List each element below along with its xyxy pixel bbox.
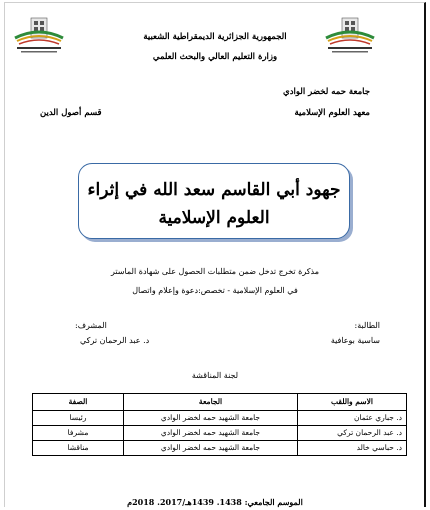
column-header-name: الاسم واللقب bbox=[298, 394, 407, 411]
university-name: جامعة حمه لخضر الوادي bbox=[283, 87, 370, 97]
table-header-row bbox=[33, 394, 407, 411]
member-role: مشرفا bbox=[33, 426, 124, 441]
committee-title: لجنة المناقشة bbox=[191, 371, 239, 380]
republic-heading: الجمهورية الجزائرية الديمقراطية الشعبية bbox=[143, 32, 287, 42]
thesis-title-line-2: العلوم الإسلامية bbox=[158, 208, 270, 228]
supervisor-name: د. عبد الرحمان تركي bbox=[80, 336, 150, 345]
member-name: د. حباسي خالد bbox=[298, 441, 407, 456]
student-name: ساسية بوعافية bbox=[330, 336, 380, 345]
member-university: جامعة الشهيد حمه لخضر الوادي bbox=[124, 441, 298, 456]
department-name: قسم أصول الدين bbox=[40, 108, 102, 118]
institute-name: معهد العلوم الإسلامية bbox=[294, 108, 370, 118]
table-row bbox=[33, 441, 407, 456]
academic-year: الموسم الجامعي: 1438. 1439هـ/2017. 2018م bbox=[127, 497, 303, 507]
member-university: جامعة الشهيد حمه لخضر الوادي bbox=[124, 411, 298, 426]
table-row bbox=[33, 426, 407, 441]
thesis-title-line-1: جهود أبي القاسم سعد الله في إثراء bbox=[87, 180, 341, 200]
memo-description-line-2: في العلوم الإسلامية - تخصص:دعوة وإعلام واتصال bbox=[132, 286, 298, 295]
ministry-heading: وزارة التعليم العالي والبحث العلمي bbox=[152, 52, 278, 62]
committee-table bbox=[32, 393, 407, 456]
member-role: رئيسا bbox=[33, 411, 124, 426]
member-name: د. عبد الرحمان تركي bbox=[298, 426, 407, 441]
memo-description-line-1: مذكرة تخرج تدخل ضمن متطلبات الحصول على شهادة الماستر bbox=[110, 267, 320, 276]
column-header-university: الجامعة bbox=[124, 394, 298, 411]
student-label: الطالبة: bbox=[354, 321, 380, 330]
member-university: جامعة الشهيد حمه لخضر الوادي bbox=[124, 426, 298, 441]
supervisor-label: المشرف: bbox=[75, 321, 107, 330]
member-role: مناقشا bbox=[33, 441, 124, 456]
column-header-role: الصفة bbox=[33, 394, 124, 411]
member-name: د. جباري عثمان bbox=[298, 411, 407, 426]
table-row bbox=[33, 411, 407, 426]
